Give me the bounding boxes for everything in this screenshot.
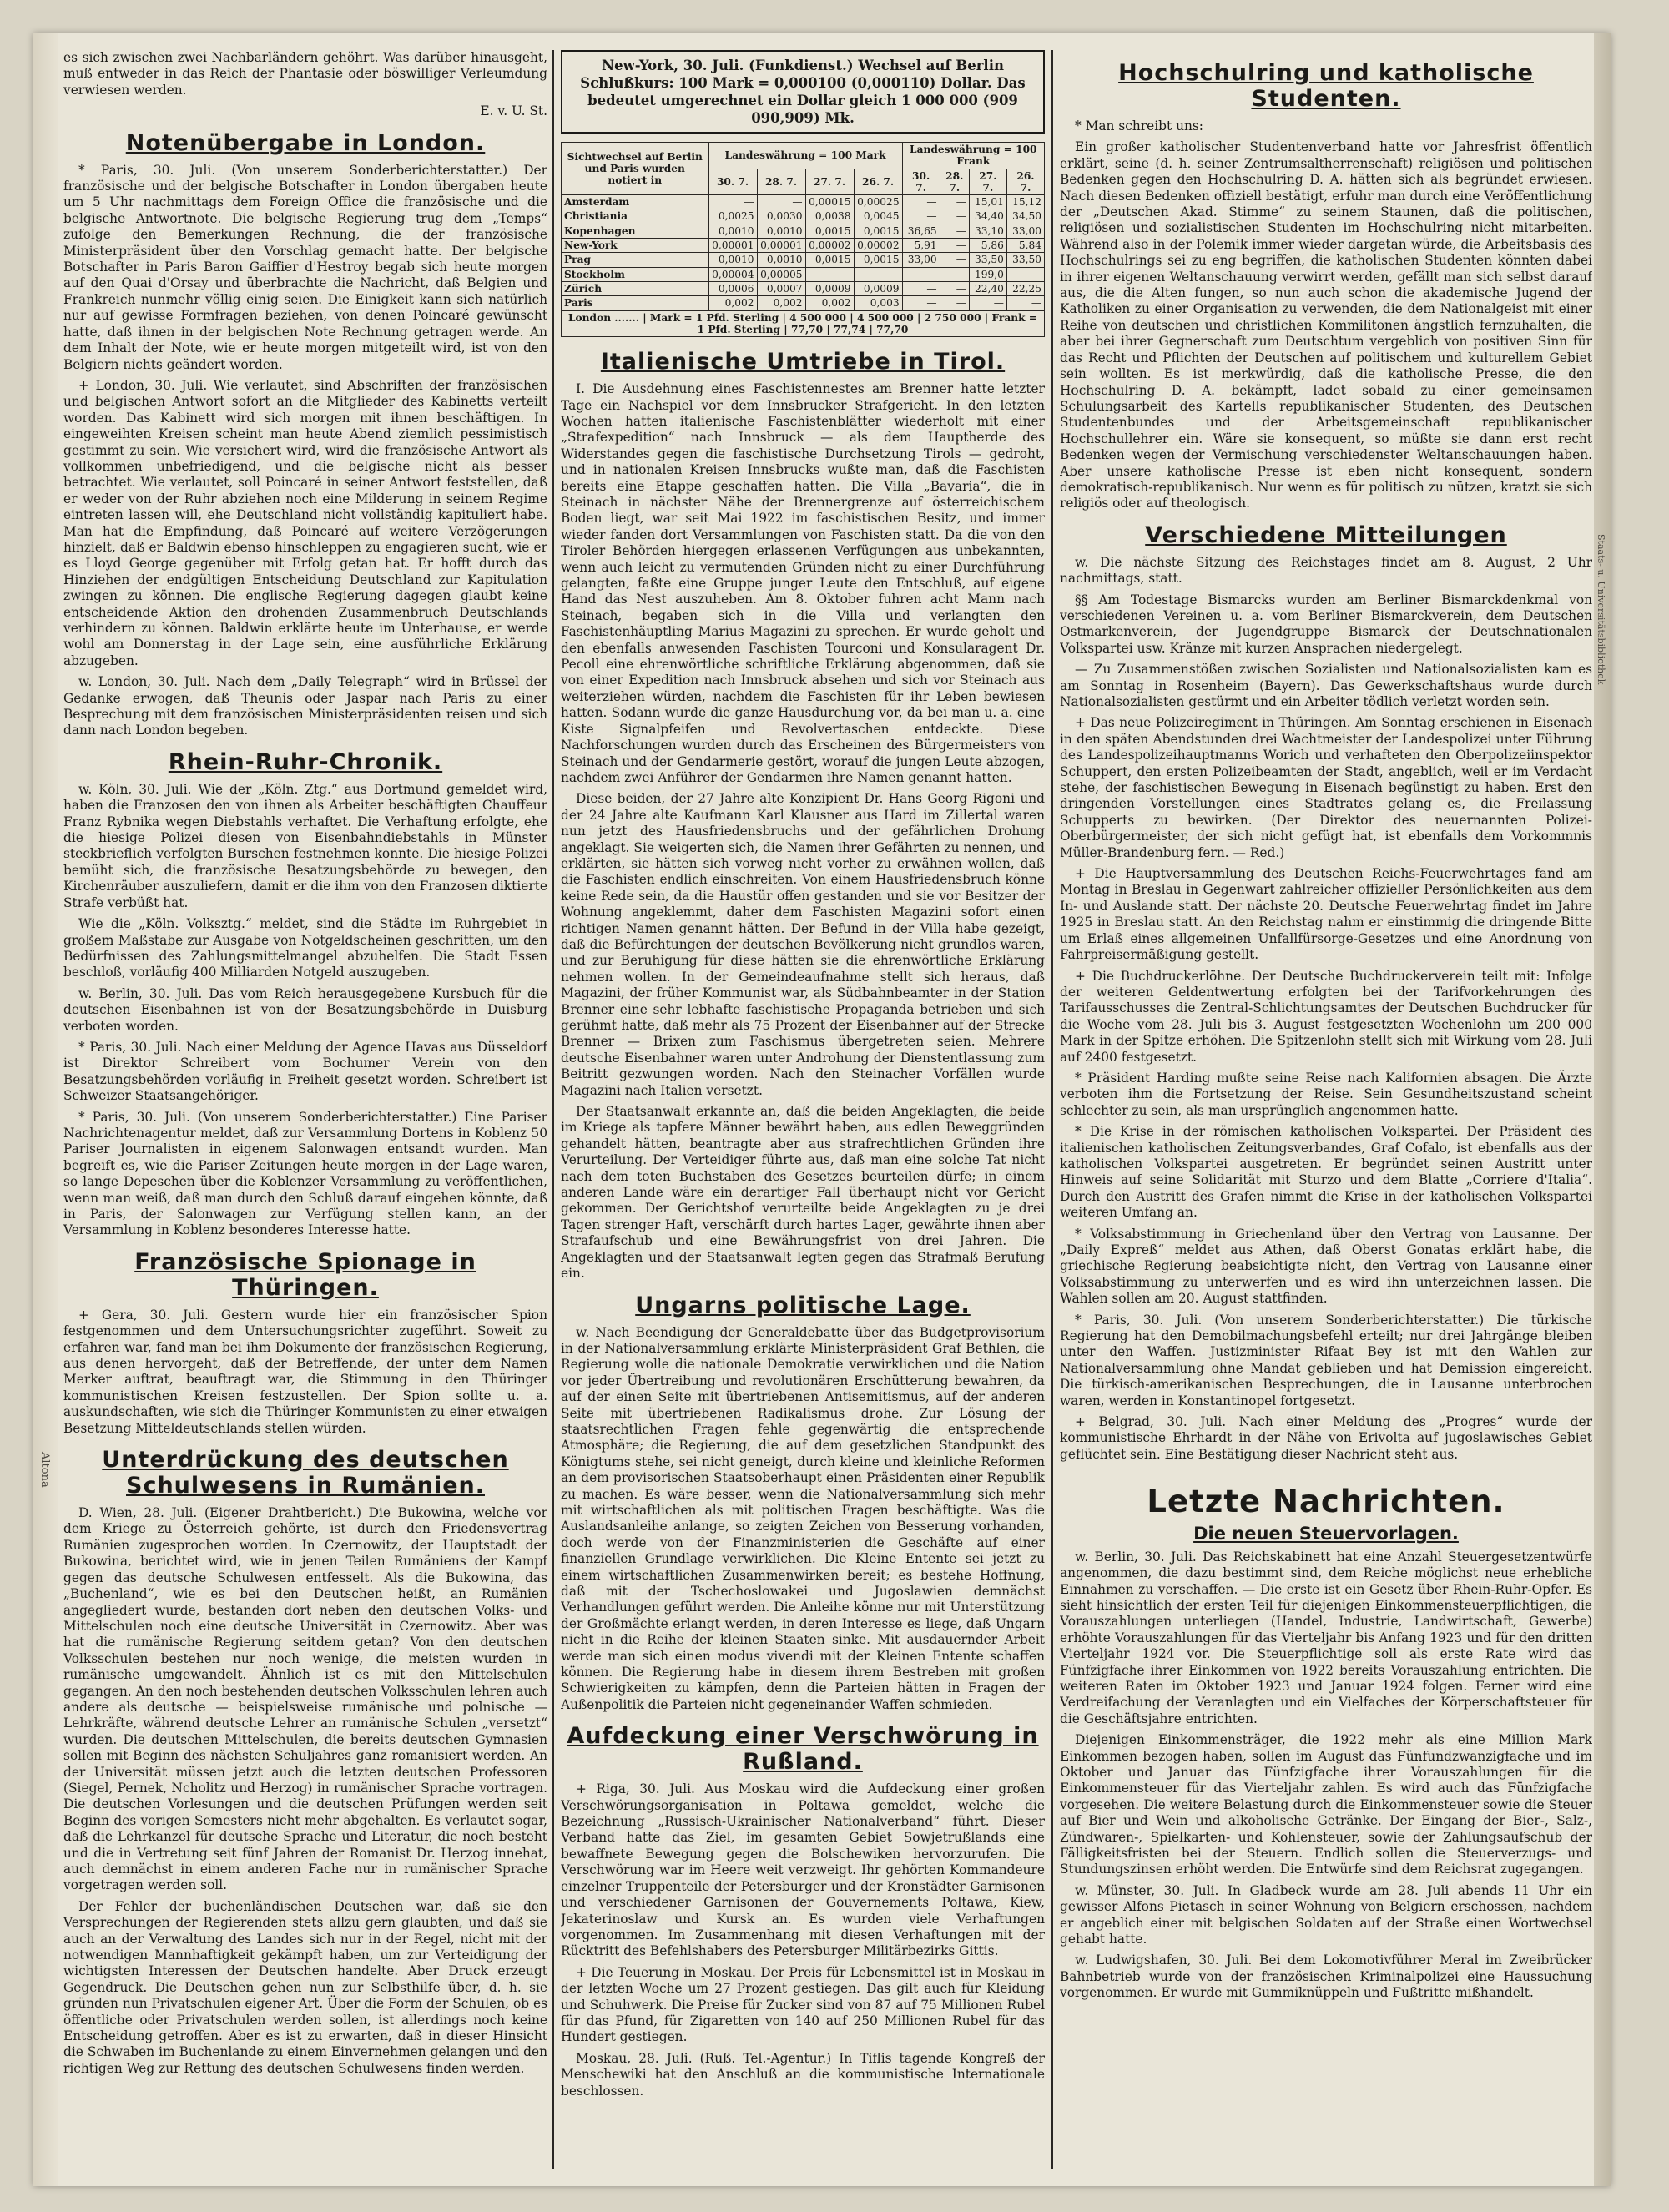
table-cell-rate: 0,0015: [805, 253, 854, 267]
table-cell-rate: 36,65: [902, 224, 940, 238]
headline-russland: Aufdeckung einer Verschwörung in Rußland.: [567, 1723, 1039, 1776]
table-cell-rate: 33,10: [969, 224, 1006, 238]
headline-rhein-ruhr: Rhein-Ruhr-Chronik.: [168, 748, 443, 775]
article-paragraph: w. Die nächste Sitzung des Reichstages findet am 8. August, 2 Uhr nachmittags, statt.: [1060, 554, 1592, 587]
table-cell-city: Zürich: [562, 281, 709, 295]
column-right: [1060, 50, 1592, 2171]
headline-spionage: Französische Spionage in Thüringen.: [134, 1248, 476, 1301]
article-paragraph: * Die Krise in der römischen katholischen Volkspartei. Der Präsident des italienischen katholischen Zeitungsverbandes, Graf Cofalo, ist ebenfalls aus der katholischen Volkspartei ausgetreten. Er begründet seinen Austritt unter Hinweis auf seine Solidarität mit Sturzo und dem Blatte „Corriere d'Italia“. Durch den Austritt des Grafen nimmt die Krise in der katholischen Volkspartei weiteren Umfang an.: [1060, 1124, 1592, 1221]
table-cell-rate: 0,0038: [805, 209, 854, 224]
date-header: 27. 7.: [969, 169, 1006, 195]
article-paragraph: w. Münster, 30. Juli. In Gladbeck wurde am 28. Juli abends 11 Uhr ein gewisser Alfons Pietasch in seiner Wohnung von Belgiern erschossen, nachdem er angeblich einer mit belgischen Soldaten auf der Straße einen Wortwechsel gehabt hatte.: [1060, 1882, 1592, 1947]
article-paragraph: * Paris, 30. Juli. (Von unserem Sonderberichterstatter.) Eine Pariser Nachrichtenagentur meldet, daß zur Versammlung Dortens in Koblenz 50 Pariser Journalisten in eigenem Salonwagen entsandt wurden. Man begreift es, wie die Pariser Zeitungen heute morgen in der Lage waren, so lange Depeschen über die Koblenzer Versammlung zu veröffentlichen, wenn man weiß, daß man durch den Schluß darauf eingehen könnte, daß in Paris, der Salonwagen zur Verfügung stellen kann, an der Versammlung in Koblenz besonderes Interesse hatte.: [63, 1109, 547, 1238]
table-cell-rate: 5,84: [1006, 239, 1044, 253]
table-cell-rate: 22,40: [969, 281, 1006, 295]
table-cell-rate: 33,00: [902, 253, 940, 267]
table-cell-rate: 0,0015: [805, 224, 854, 238]
headline-schulwesen: Unterdrückung des deutschen Schulwesens in Rumänien.: [102, 1447, 509, 1499]
article-paragraph: Der Fehler der buchenländischen Deutschen war, daß sie den Versprechungen der Regierenden stets allzu gern glaubten, und daß sie auch an der Verwaltung des Landes sich nur in der Regel, nicht mit der notwendigen Mannhaftigkeit gekämpft haben, um zur Verteidigung der wichtigsten Interessen der Deutschen handelte. Aber Druck erzeugt Gegendruck. Die Deutschen gehen nun zur Selbsthilfe über, d. h. sie gründen nun Privatschulen eigener Art. Über die Form der Schulen, ob es öffentliche oder Privatschulen werden sollen, ist allerdings noch keine Entscheidung getroffen. Aber es ist zu erwarten, daß in dieser Hinsicht die Schwaben im Buchenlande zu einem Einvernehmen gelangen und den richtigen Weg zur Rettung des deutschen Schulwesens finden werden.: [63, 1898, 547, 2076]
table-cell-rate: —: [940, 281, 969, 295]
table-cell-rate: —: [940, 209, 969, 224]
table-cell-rate: 0,003: [854, 296, 902, 310]
column-rule: [552, 50, 554, 2169]
table-cell-city: Stockholm: [562, 267, 709, 281]
binding-edge: [1594, 33, 1611, 2186]
table-cell-rate: —: [757, 195, 805, 209]
table-header-franc: Landeswährung = 100 Frank: [902, 143, 1044, 169]
table-cell-city: New-York: [562, 239, 709, 253]
table-cell-rate: 5,86: [969, 239, 1006, 253]
table-cell-rate: —: [902, 195, 940, 209]
article-paragraph: * Präsident Harding mußte seine Reise nach Kalifornien absagen. Die Ärzte verboten ihm die Fortsetzung der Reise. Sein Gesundheitszustand scheint schlechter zu sein, als man ursprünglich angenommen hatte.: [1060, 1070, 1592, 1118]
article-paragraph: * Volksabstimmung in Griechenland über den Vertrag von Lausanne. Der „Daily Expreß“ meldet aus Athen, daß Oberst Gonatas erklärt habe, die griechische Regierung beabsichtigte nicht, den Vertrag von Lausanne einer Volksabstimmung zu unterwerfen und es wird ihn unterzeichnen lassen. Die Wahlen sollen am 20. August stattfinden.: [1060, 1226, 1592, 1307]
table-cell-rate: —: [1006, 296, 1044, 310]
article-paragraph: Wie die „Köln. Volksztg.“ meldet, sind die Städte im Ruhrgebiet in großem Maßstabe zur Ausgabe von Notgeldscheinen geschritten, um den Bedürfnissen des Zahlungsmittelmangel abzuhelfen. Die Stadt Essen beschloß, vorläufig 400 Milliarden Notgeld auszugeben.: [63, 916, 547, 980]
table-cell-rate: —: [940, 195, 969, 209]
continued-text: es sich zwischen zwei Nachbarländern gehöhrt. Was darüber hinausgeht, muß entweder in das Reich der Phantasie oder böswilliger Verleumdung verwiesen werden.: [63, 50, 547, 98]
table-cell-city: Paris: [562, 296, 709, 310]
article-paragraph: * Paris, 30. Juli. (Von unserem Sonderberichterstatter.) Die türkische Regierung hat den Demobilmachungsbefehl erteilt; nur drei Jahrgänge bleiben unter den Waffen. Justizminister Rifaat Bey ist mit den Wahlen zur Nationalversammlung ohne Mandat geblieben und hat Demission eingereicht. Die türkisch-amerikanischen Besprechungen, die in Lausanne unterbrochen waren, werden in Konstantinopel fortgesetzt.: [1060, 1312, 1592, 1408]
table-header-city: Sichtwechsel auf Berlin und Paris wurden notiert in: [562, 143, 709, 195]
exchange-rate-table: [561, 142, 1045, 337]
date-header: 28. 7.: [940, 169, 969, 195]
table-cell-rate: 33,50: [969, 253, 1006, 267]
date-header: 28. 7.: [757, 169, 805, 195]
table-cell-rate: —: [940, 224, 969, 238]
article-paragraph: — Zu Zusammenstößen zwischen Sozialisten und Nationalsozialisten kam es am Sonntag in Rosenheim (Bayern). Das Gewerkschaftshaus wurde durch Nationalsozialisten gestürmt und ein Arbeiter tödlich verletzt worden sein.: [1060, 662, 1592, 709]
table-row: [562, 239, 1045, 253]
table-cell-rate: 0,0010: [708, 253, 757, 267]
table-cell-rate: 5,91: [902, 239, 940, 253]
table-row: [562, 281, 1045, 295]
date-header: 30. 7.: [902, 169, 940, 195]
table-cell-rate: 0,00025: [854, 195, 902, 209]
article-paragraph: + Gera, 30. Juli. Gestern wurde hier ein französischer Spion festgenommen und dem Untersuchungsrichter zugeführt. Soweit zu erfahren war, fand man bei ihm Dokumente der französischen Regierung, aus denen hervorgeht, daß der Betreffende, der unter dem Namen Merker auftrat, beauftragt war, die Stimmung in den Thüringer kommunistischen Kreisen festzustellen. Der Spion sollte u. a. auskundschaften, wie sich die Thüringer Kommunisten zu einer etwaigen Besetzung Mitteldeutschlands stellen würden.: [63, 1307, 547, 1436]
article-paragraph: + Das neue Polizeiregiment in Thüringen. Am Sonntag erschienen in Eisenach in den späten Abendstunden drei Wachtmeister der Landespolizei unter Führung des Landespolizeihauptmanns Worich und verhafteten den Oberpolizeiinspektor Schuppert, den ersten Polizeibeamten der Stadt, angeblich, weil er im Verdacht stehe, der faschistischen Bewegung in Eisenach begünstigt zu haben. Erst den dringenden Vorstellungen eines Stadtrates gelang es, die Freilassung Schupperts zu bewirken. (Der Direktor des neuernannten Polizei-Oberbürgermeister, der sich nicht gefügt hat, ist ebenfalls dem Vorkommnis Müller-Brandenburg fern. — Red.): [1060, 715, 1592, 860]
article-paragraph: Diejenigen Einkommensträger, die 1922 mehr als eine Million Mark Einkommen bezogen haben, sollen im August das Fünfundzwanzigfache und im Oktober und Januar das Fünfzigfache ihrer Vorauszahlungen für die Einkommensteuer für das Vierteljahr zahlen. Es wird auch das Fünfzigfache vorgesehen. Die weitere Belastung durch die Einkommensteuer sowie die Steuer auf Bier und Wein und alkoholische Getränke. Der Eingang der Bier-, Salz-, Zündwaren-, Spielkarten- und Kohlensteuer, sowie der Zahlungsaufschub der Fälligkeitsfristen bei der Steuern. Endlich sollen die Steuerverzugs- und Stundungszinsen erhöht werden. Die Entwürfe sind dem Reichsrat zugegangen.: [1060, 1732, 1592, 1877]
article-paragraph: * Paris, 30. Juli. (Von unserem Sonderberichterstatter.) Der französische und der belgische Botschafter in London übergaben heute um 5 Uhr nachmittags dem Foreign Office die französische und die belgische Antwortnote. Die belgische Regierung trug dem „Temps“ zufolge den Bemerkungen Rechnung, die der französische Ministerpräsident über den Vorschlag gemacht hatte. Der belgische Botschafter in Paris Baron Gaiffier d'Hestroy begab sich heute morgen auf den Quai d'Orsay und überbrachte die Nachricht, daß Belgien und Frankreich nunmehr völlig einig seien. Die Einigkeit kann sich natürlich nur auf gewisse Formfragen beziehen, von denen Poincaré gewünscht hatte, daß ihnen in der belgischen Note Rechnung getragen werde. An dem Inhalt der Note, wie er heute morgen mitgeteilt wird, ist von den Belgiern nichts geändert worden.: [63, 162, 547, 372]
table-cell-rate: 0,002: [708, 296, 757, 310]
table-cell-rate: 0,00004: [708, 267, 757, 281]
table-cell-city: Christiania: [562, 209, 709, 224]
table-cell-rate: —: [805, 267, 854, 281]
table-cell-rate: —: [940, 253, 969, 267]
table-row: [562, 267, 1045, 281]
table-cell-rate: —: [708, 195, 757, 209]
article-paragraph: w. Ludwigshafen, 30. Juli. Bei dem Lokomotivführer Meral im Zweibrücker Bahnbetrieb wurde von der französischen Kriminalpolizei eine Haussuchung vorgenommen. Er wurde mit Gummiknüppeln und Fußtritte mißhandelt.: [1060, 1953, 1592, 2001]
margin-text: Altona: [38, 1452, 51, 1488]
table-cell-rate: 0,002: [757, 296, 805, 310]
article-paragraph: + Die Hauptversammlung des Deutschen Reichs-Feuerwehrtages fand am Montag in Breslau in Gegenwart zahlreicher offizieller Persönlichkeiten aus dem In- und Auslande statt. Der nächste 20. Deutsche Feuerwehrtag findet im Jahre 1925 in Breslau statt. An den Reichstag nahm er einstimmig die dringende Bitte um Erlaß eines allgemeinen Unfallfürsorge-Gesetzes und eine Anordnung von Fahrpreisermäßigung gestellt.: [1060, 866, 1592, 963]
table-cell-rate: —: [969, 296, 1006, 310]
exchange-rate-box: New-York, 30. Juli. (Funkdienst.) Wechsel auf Berlin Schlußkurs: 100 Mark = 0,000100 (0,000110) Dollar. Das bedeutet umgerechnet ein Dollar gleich 1 000 000 (909 090,909) Mk.: [561, 50, 1045, 134]
article-paragraph: + London, 30. Juli. Wie verlautet, sind Abschriften der französischen und belgischen Antwort sofort an die Mitglieder des Kabinetts verteilt worden. Das Kabinett wird sich morgen mit ihnen beschäftigen. In eingeweihten Kreisen scheint man heute Abend ziemlich pessimistisch gestimmt zu sein. Wie versichert wird, wird die französische Antwort als vollkommen unbefriedigend, und die belgische nicht als besser betrachtet. Wie verlautet, soll Poincaré in seiner Antwort feststellen, daß er weder von der Ruhr abziehen noch eine Milderung in seinem Regime eintreten lassen will, ehe Deutschland nicht vollständig kapituliert habe. Man hat die Empfindung, daß Poincaré auf weitere Verzögerungen hinzielt, daß er Baldwin ebenso hinschleppen zu engagieren sucht, wie er es Lloyd George gegenüber mit Erfolg getan hat. Er hofft durch das Hinziehen der endgültigen Entscheidung Deutschland zur Kapitulation zwingen zu können. Die englische Regierung dagegen glaubt keine entscheidende Aktion den drohenden Zusammenbruch Deutschlands verhindern zu können. Baldwin erklärte heute im Unterhause, er werde wohl am Donnerstag in der Lage sein, eine ausführliche Erklärung abzugeben.: [63, 377, 547, 668]
table-cell-rate: 0,0015: [854, 224, 902, 238]
table-cell-rate: 0,0010: [757, 224, 805, 238]
table-row: [562, 209, 1045, 224]
article-paragraph: w. Berlin, 30. Juli. Das Reichskabinett hat eine Anzahl Steuergesetzentwürfe angenommen, die dazu bestimmt sind, dem Reiche möglichst neue erhebliche Einnahmen zu verschaffen. — Die erste ist ein Gesetz über Rhein-Ruhr-Opfer. Es sieht hinsichtlich der ersten Teil für diejenigen Einkommensteuerpflichtigen, die Vorauszahlungen unterliegen (Handel, Industrie, Landwirtschaft, Gewerbe) erhöhte Vorauszahlungen für das Vierteljahr bis Anfang 1923 und für den dritten Vierteljahr 1924 vor. Die Steuerpflichtige soll als erste Rate wird das Fünfzigfache ihrer Einkommen von 1922 bereits Vorauszahlung entrichten. Die weiteren Raten im Oktober 1923 und Januar 1924 folgen. Ferner wird eine Verdreifachung der Veranlagten und ein Vielfaches der Körperschaftsteuer für die Geschäftsjahre entrichten.: [1060, 1549, 1592, 1726]
article-paragraph: Ein großer katholischer Studentenverband hatte vor Jahresfrist öffentlich erklärt, seine (d. h. seiner Zentrumsaltherrenschaft) religiösen und politischen Bedenken gegen den Hochschulring D. A. hätten sich als begründet erwiesen. Nach diesen Bedenken offiziell bestätigt, erfuhr man durch eine Veröffentlichung der „Deutschen Akad. Stimme“ zu seinem Staunen, daß die politischen, religiösen und sozialistischen Studenten im Hochschulring nicht mitarbeiten. Während also in der Polemik immer wieder dargetan würde, die Arbeitsbasis des Hochschulrings sei zu eng begriffen, die katholischen Studenten könnten dabei in ihrer eigenen Weltanschauung verwirrt werden, gefällt man sich selbst darauf aus, die die Alten fungen, so nun auch schon die akademische Jugend der Katholiken zu einer Organisation zu verwenden, die dem Nationalgeist mit einer Reihe von deutschen und christlichen Kommilitonen ängstlich fernzuhalten, die aber bei ihrer Gegnerschaft zum Deutschtum vergeblich von positiven Sinn für das Recht und Pflichten der Deutschen auf politischem und kulturellem Gebiet sein wollten. Es ist merkwürdig, daß die katholische Presse, die den Hochschulring D. A. bekämpft, ladet sobald zu einer gemeinsamen Schulungsarbeit des Kartells republikanischer Studenten, des Deutschen Studentenbundes und der Arbeitsgemeinschaft republikanischer Hochschullehrer ein. Wäre sie konsequent, so müßte sie dann erst recht Bedenken wegen der Vermischung verschiedenster Weltanschauungen haben. Aber unsere katholische Presse ist eben nicht konsequent, sondern demokratisch-republikanisch. Nur wenn es für politisch zu nützen, kratzt sie sich religiös oder auf theologisch.: [1060, 139, 1592, 511]
table-cell-rate: —: [940, 267, 969, 281]
article-paragraph: + Belgrad, 30. Juli. Nach einer Meldung des „Progres“ wurde der kommunistische Ehrhardt in der Nähe von Erivolta auf jugoslawisches Gebiet geflüchtet sein. Eine Bestätigung dieser Nachricht steht aus.: [1060, 1414, 1592, 1462]
article-paragraph: D. Wien, 28. Juli. (Eigener Drahtbericht.) Die Bukowina, welche vor dem Kriege zu Österreich gehörte, ist durch den Friedensvertrag Rumänien zugesprochen worden. In Czernowitz, der Hauptstadt der Bukowina, berichtet wird, wie in jenen Teilen Rumäniens der Kampf gegen das deutsche Schulwesen entfesselt. Als die Bukowina, das „Buchenland“, wie es bei den Deutschen heißt, an Rumänien angegliedert wurde, bestanden dort neben den deutschen Volks- und Mittelschulen noch eine deutsche Universität in Czernowitz. Aber was hat die rumänische Regierung seitdem getan? Von den deutschen Volksschulen bestehen nur noch wenige, die meisten wurden in rumänische umgewandelt. Ähnlich ist es mit den Mittelschulen gegangen. An den noch bestehenden deutschen Volksschulen lehren auch andere als deutsche — beispielsweise rumänische und polnische — Lehrkräfte, während deutsche Lehrer an rumänische Schulen „versetzt“ wurden. Die deutschen Mittelschulen, die bereits deutschen Gymnasien sollen mit Beginn des nächsten Schuljahres ganz romanisiert werden. An der Universität müssen jetzt auch die letzten deutschen Professoren (Siegel, Pernek, Ncholitz und Herzog) in rumänischer Sprache vortragen. Die deutschen Vorlesungen und die deutschen Prüfungen werden seit Beginn des vorigen Semesters nicht mehr abgehalten. Es verlautet sogar, daß die Lehrkanzel für deutsche Sprache und Literatur, die noch besteht und die in Vertretung seit fünf Jahren der Romanist Dr. Herzog innehat, auch demnächst in einem anderen Fache nur in rumänischer Sprache vorgetragen werden soll.: [63, 1505, 547, 1893]
table-cell-rate: —: [902, 281, 940, 295]
table-cell-rate: 0,0045: [854, 209, 902, 224]
table-cell-rate: 0,0015: [854, 253, 902, 267]
column-middle: [561, 50, 1045, 2171]
column-left: [63, 50, 547, 2171]
date-header: 26. 7.: [1006, 169, 1044, 195]
table-cell-rate: 33,00: [1006, 224, 1044, 238]
article-paragraph: w. Köln, 30. Juli. Wie der „Köln. Ztg.“ aus Dortmund gemeldet wird, haben die Franzosen den von ihnen als Arbeiter beschäftigten Chauffeur Franz Rybnika wegen Diebstahls verhaftet. Die Verhaftung erfolgte, ehe die hiesige Polizei diesen von Eisenbahndiebstahls in Münster steckbrieflich verfolgten Burschen festnehmen konnte. Die hiesige Polizei bemüht sich, die französische Besatzungsbehörde zu bewegen, den Kirchenräuber auszuliefern, damit er die ihm von den Franzosen diktierte Strafe verbüßt hat.: [63, 781, 547, 910]
headline-mitteilungen: Verschiedene Mitteilungen: [1145, 522, 1507, 548]
article-paragraph: w. Nach Beendigung der Generaldebatte über das Budgetprovisorium in der Nationalversammlung erklärte Ministerpräsident Graf Bethlen, die Regierung wolle die nationale Demokratie verwirklichen und die Nation vor jeder Übertreibung und revolutionären Erschütterung bewahren, da auf der einen Seite mit übertriebenen Antisemitismus, auf der anderen Seite mit übertriebenen Radikalismus drohe. Zur Lösung der staatsrechtlichen Fragen fehle gegenwärtig die entsprechende Atmosphäre; die Regierung, die auf dem gesetzlichen Standpunkt des Königtums stehe, sei nicht geneigt, durch kleine und kleinliche Reformen an dem provisorischen Staatsoberhaupt einen Präsidenten einer Republik zu machen. Es wäre besser, wenn die Nationalversammlung sich mehr mit wirtschaftlichen als mit politischen Fragen beschäftigte. Was die Auslandsanleihe anlange, so zeigten Zeichen von Besserung vorhanden, doch werde von der Finanzministerien die Geschäfte auf einer finanziellen Grundlage verwirklichen. Die Kleine Entente sei jetzt zu einem wirtschaftlichen Zusammenwirken bereit; es bestehe Hoffnung, daß mit der Tschechoslowakei und Jugoslawien demnächst Verhandlungen geführt werden. Die Anleihe könne nur mit Unterstützung der Großmächte erlangt werden, in deren Interesse es liege, daß Ungarn nicht in die Reihe der kleinen Staaten sinke. Mit ausdauernder Arbeit werde man sich einen modus vivendi mit der Kleinen Entente schaffen können. Die Regierung habe in diesem ihrem Bestreben mit großen Schwierigkeiten zu kämpfen, denn die Parteien hätten in Fragen der Außenpolitik die Parteien nicht gegeneinander Waffen schmieden.: [561, 1324, 1045, 1712]
date-header: 26. 7.: [854, 169, 902, 195]
newspaper-page: [33, 33, 1611, 2186]
table-cell-rate: 0,00002: [805, 239, 854, 253]
table-cell-rate: 34,40: [969, 209, 1006, 224]
table-cell-rate: 0,0007: [757, 281, 805, 295]
table-cell-rate: —: [902, 209, 940, 224]
article-paragraph: §§ Am Todestage Bismarcks wurden am Berliner Bismarckdenkmal von verschiedenen Vereinen u. a. vom Berliner Bismarckverein, dem Deutschen Ostmarkenverein, der Jugendgruppe Bismarck der Deutschnationalen Volkspartei usw. Kränze mit kurzen Ansprachen niedergelegt.: [1060, 592, 1592, 656]
headline-letzte-nachrichten: Letzte Nachrichten.: [1147, 1484, 1505, 1520]
table-cell-rate: 0,00001: [757, 239, 805, 253]
edge-label: Staats- u. Universitätsbibliothek: [1596, 534, 1606, 685]
table-cell-rate: —: [902, 267, 940, 281]
table-cell-rate: —: [940, 296, 969, 310]
table-cell-rate: 0,0009: [805, 281, 854, 295]
article-paragraph: Diese beiden, der 27 Jahre alte Konzipient Dr. Hans Georg Rigoni und der 24 Jahre alte Kaufmann Karl Klausner aus Hard im Zillertal waren nun jetzt des Hausfriedensbruchs und der gefährlichen Drohung angeklagt. Sie weigerten sich, die Namen ihrer Gefährten zu nennen, und erklärten, sie hätten sich vorweg nicht vorher zu erwähnen wollen, daß die Faschisten endlich einschreiten. Von einem Hausfriedensbruch könne keine Rede sein, da die Haustür offen gestanden und sie vor Besitzer der Wohnung angeklemmt, daher dem Faschisten Magazini sofort einen richtigen Namen genannt hätten. Der Befund in der Villa habe gezeigt, daß die Befürchtungen der deutschen Bevölkerung nicht grundlos waren, und zur Beruhigung für diese hätten sie die ehrenwörtliche Erklärung nehmen wollen. In der Gemeindeaufnahme stellt sich heraus, daß Magazini, der früher Kommunist war, als Südbahnbeamter in der Station Brenner eine sehr lebhafte faschistische Propaganda betrieben und sich gerühmt hatte, daß mehr als 75 Prozent der Eisenbahner auf der Strecke Brenner — Brixen zum Faschismus übergetreten seien. Mehrere deutsche Eisenbahner waren unter Androhung der Dienstentlassung zum Beitritt gezwungen worden. Nach den Steinacher Vorfällen wurde Magazini nach Italien versetzt.: [561, 791, 1045, 1098]
table-cell-rate: 0,00001: [708, 239, 757, 253]
table-row: [562, 224, 1045, 238]
table-cell-rate: —: [940, 239, 969, 253]
table-cell-city: Prag: [562, 253, 709, 267]
table-cell-rate: 15,01: [969, 195, 1006, 209]
table-cell-rate: 0,0010: [708, 224, 757, 238]
table-row: [562, 296, 1045, 310]
page-margin-strip: [33, 33, 58, 2186]
table-cell-rate: 0,00002: [854, 239, 902, 253]
article-paragraph: * Man schreibt uns:: [1075, 118, 1203, 134]
date-header: 30. 7.: [708, 169, 757, 195]
article-signature: E. v. U. St.: [480, 103, 547, 119]
table-cell-rate: 0,0010: [757, 253, 805, 267]
table-row: [562, 195, 1045, 209]
headline-ungarn: Ungarns politische Lage.: [635, 1292, 971, 1318]
table-header-mark: Landeswährung = 100 Mark: [708, 143, 902, 169]
date-header: 27. 7.: [805, 169, 854, 195]
table-cell-rate: 0,00015: [805, 195, 854, 209]
table-cell-rate: 199,0: [969, 267, 1006, 281]
table-cell-rate: —: [902, 296, 940, 310]
table-cell-rate: 0,0006: [708, 281, 757, 295]
subheadline-steuervorlagen: Die neuen Steuervorlagen.: [1193, 1524, 1459, 1544]
article-paragraph: I. Die Ausdehnung eines Faschistennestes am Brenner hatte letzter Tage ein Nachspiel vor dem Innsbrucker Strafgericht. In den letzten Wochen hatten italienische Faschistenblätter wiederholt mit einer „Strafexpedition“ nach Innsbruck — als dem Hauptherde des Widerstandes gegen die faschistische Durchsetzung Tirols — gedroht, und in nationalen Kreisen Innsbrucks wußte man, daß die Faschisten bereits eine Etappe geschaffen hatten. Die Villa „Bavaria“, die in Steinach in nächster Nähe der Brennergrenze auf österreichischem Boden liegt, war seit Mai 1922 im faschistischen Besitz, und immer wieder fanden dort Versammlungen von Faschisten statt. Da die von den Tiroler Behörden hiergegen erlassenen Verfügungen aus unbekannten, wenn auch leicht zu vermutenden Gründen nicht zu einer Durchführung gelangten, faßte eine Gruppe junger Leute den Entschluß, auf eigene Hand das Nest auszuheben. Am 8. Oktober fuhren acht Mann nach Steinach, begaben sich in die Villa und verlangten den Faschistenhäuptling Marius Magazini zu sprechen. Er wurde geholt und den ebenfalls anwesenden Faschisten Tourconi und Konsularagent Dr. Pecoll eine ehrenwörtliche schriftliche Erklärung abgenommen, daß sie von einer Expedition nach Innsbruck absehen und sich vor Steinach aus weiterziehen würden, nachdem die Faschisten für ihr Leben bewiesen hatten. Sodann wurde die ganze Hausdurchung vor, da bei man u. a. eine Kiste Signalpfeifen und Revolvertaschen entdeckte. Diese Nachforschungen wurden durch das Erscheinen des Bürgermeisters von Steinach und der Gendarmerie gestört, worauf die jungen Leute abzogen, nachdem zwei Anführer der Gendarmen ihre Namen genannt hatten.: [561, 381, 1045, 785]
headline-tirol: Italienische Umtriebe in Tirol.: [600, 349, 1006, 375]
table-cell-rate: 0,0025: [708, 209, 757, 224]
article-paragraph: Der Staatsanwalt erkannte an, daß die beiden Angeklagten, die beide im Kriege als tapfere Männer bewährt haben, aus edlen Beweggründen gehandelt hätten, beantragte aber aus strafrechtlichen Gründen ihre Verurteilung. Der Verteidiger führte aus, daß man eine solche Tat nicht nach dem toten Buchstaben des Gesetzes beurteilen dürfe; in einem anderen Lande wäre ein derartiger Fall überhaupt nicht vor Gericht gekommen. Der Gerichtshof verurteilte beide Angeklagten zu je drei Tagen strenger Haft, verschärft durch hartes Lager, gewährte ihnen aber Strafaufschub und eine Bewährungsfrist von drei Jahren. Die Angeklagten und der Staatsanwalt legten gegen das Strafmaß Berufung ein.: [561, 1104, 1045, 1282]
headline-hochschulring: Hochschulring und katholische Studenten.: [1118, 60, 1534, 112]
table-cell-rate: 15,12: [1006, 195, 1044, 209]
table-row: [562, 253, 1045, 267]
table-footer-london: London ....... | Mark = 1 Pfd. Sterling | 4 500 000 | 4 500 000 | 2 750 000 | Frank = 1 Pfd. Sterling | 77,70 | 77,74 | 77,70: [562, 310, 1045, 337]
article-paragraph: + Die Buchdruckerlöhne. Der Deutsche Buchdruckerverein teilt mit: Infolge der weiteren Geldentwertung erfolgten bei der Tarifvorkehrungen des Tarifausschusses die Zentral-Schlichtungsamtes der Deutschen Buchdrucker für die Woche vom 28. Juli bis 3. August festgesetzten Wochenlohn um 200 000 Mark in der Spitze erhöhen. Die Spitzenlohn stellt sich mit Wirkung vom 28. Juli auf 2400 festgesetzt.: [1060, 968, 1592, 1065]
table-cell-city: Amsterdam: [562, 195, 709, 209]
headline-notenuebergabe: Notenübergabe in London.: [125, 129, 486, 156]
table-cell-rate: 22,25: [1006, 281, 1044, 295]
article-paragraph: * Paris, 30. Juli. Nach einer Meldung der Agence Havas aus Düsseldorf ist Direktor Schreibert vom Bochumer Verein von den Besatzungsbehörden vorläufig in Freiheit gesetzt worden. Schreibert ist Schweizer Staatsangehöriger.: [63, 1039, 547, 1104]
table-cell-rate: 34,50: [1006, 209, 1044, 224]
article-paragraph: Moskau, 28. Juli. (Ruß. Tel.-Agentur.) In Tiflis tagende Kongreß der Menschewiki hat den Anschluß an die kommunistische Internationale beschlossen.: [561, 2050, 1045, 2099]
article-paragraph: w. Berlin, 30. Juli. Das vom Reich herausgegebene Kursbuch für die deutschen Eisenbahnen ist von der Besatzungsbehörde in Duisburg verboten worden.: [63, 985, 547, 1034]
table-cell-rate: 33,50: [1006, 253, 1044, 267]
column-rule: [1051, 50, 1053, 2169]
table-body: [562, 195, 1045, 310]
article-paragraph: w. London, 30. Juli. Nach dem „Daily Telegraph“ wird in Brüssel der Gedanke erwogen, daß Theunis oder Jaspar nach Paris zu einer Besprechung mit dem französischen Ministerpräsidenten reisen und sich dann nach London begeben.: [63, 674, 547, 738]
table-cell-rate: —: [1006, 267, 1044, 281]
table-cell-rate: 0,00005: [757, 267, 805, 281]
article-paragraph: + Die Teuerung in Moskau. Der Preis für Lebensmittel ist in Moskau in der letzten Woche um 27 Prozent gestiegen. Das gilt auch für Kleidung und Schuhwerk. Die Preise für Zucker sind von 87 auf 75 Millionen Rubel für das Pfund, für Zigaretten von 140 auf 250 Millionen Rubel für das Hundert gestiegen.: [561, 1964, 1045, 2045]
table-cell-rate: 0,0030: [757, 209, 805, 224]
table-cell-city: Kopenhagen: [562, 224, 709, 238]
table-cell-rate: —: [854, 267, 902, 281]
table-cell-rate: 0,0009: [854, 281, 902, 295]
article-paragraph: + Riga, 30. Juli. Aus Moskau wird die Aufdeckung einer großen Verschwörungsorganisation in Poltawa gemeldet, welche die Bezeichnung „Russisch-Ukrainischer Nationalverband“ führt. Dieser Verband hatte das Ziel, im gesamten Gebiet Sowjetrußlands eine bewaffnete Bewegung gegen die Bolschewiken hervorzurufen. Die Verschwörung war im Heere weit verzweigt. Ihr gehörten Kommandeure einzelner Truppenteile der Petersburger und der Kronstädter Garnisonen und verschiedener Garnisonen der Gouvernements Poltawa, Kiew, Jekaterinoslaw und Kursk an. Es wurden viele Verhaftungen vorgenommen. Im Zusammenhang mit diesen Verhaftungen mit der Rücktritt des Befehlshabers des Petersburger Militärbezirks Gittis.: [561, 1781, 1045, 1959]
table-cell-rate: 0,002: [805, 296, 854, 310]
